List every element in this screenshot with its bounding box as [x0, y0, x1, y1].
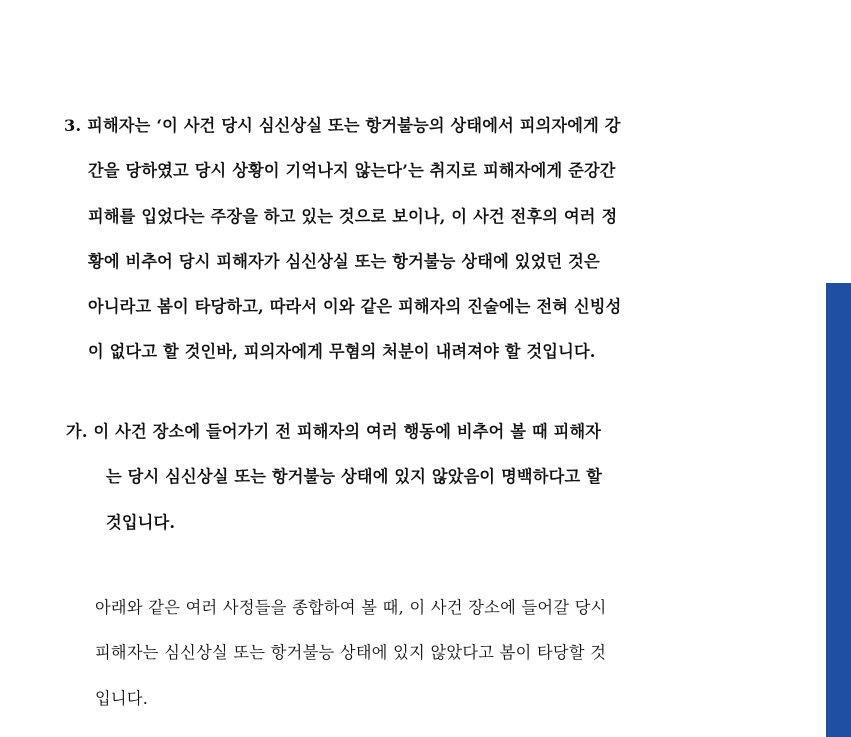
body-line: 입니다.	[95, 688, 149, 708]
section-3-line: 피해를 입었다는 주장을 하고 있는 것으로 보이나, 이 사건 전후의 여러 정	[88, 206, 618, 226]
body-line: 아래와 같은 여러 사정들을 종합하여 볼 때, 이 사건 장소에 들어갈 당시	[95, 598, 607, 617]
side-color-bar	[826, 283, 851, 737]
section-ga-line: 가. 이 사건 장소에 들어가기 전 피해자의 여러 행동에 비추어 볼 때 피해자	[66, 422, 602, 441]
section-3-paragraph	[64, 103, 621, 375]
section-ga-line: 는 당시 심신상실 또는 항거불능 상태에 있지 않았음이 명백하다고 할	[106, 467, 602, 487]
section-3-line: 3. 피해자는 ‘이 사건 당시 심신상실 또는 항거불능의 상태에서 피의자에게 강	[64, 116, 621, 135]
section-3-line: 아니라고 봄이 타당하고, 따라서 이와 같은 피해자의 진술에는 전혀 신빙성	[88, 297, 622, 317]
section-3-line: 황에 비추어 당시 피해자가 심신상실 또는 항거불능 상태에 있었던 것은	[88, 251, 600, 271]
section-ga-line: 것입니다.	[106, 512, 176, 532]
section-ga-paragraph	[66, 409, 602, 545]
body-paragraph	[95, 585, 607, 721]
section-3-line: 간을 당하였고 당시 상황이 기억나지 않는다’는 취지로 피해자에게 준강간	[88, 161, 616, 181]
body-line: 피해자는 심신상실 또는 항거불능 상태에 있지 않았다고 봄이 타당할 것	[95, 643, 607, 663]
section-3-line: 이 없다고 할 것인바, 피의자에게 무혐의 처분이 내려져야 할 것입니다.	[88, 342, 596, 362]
